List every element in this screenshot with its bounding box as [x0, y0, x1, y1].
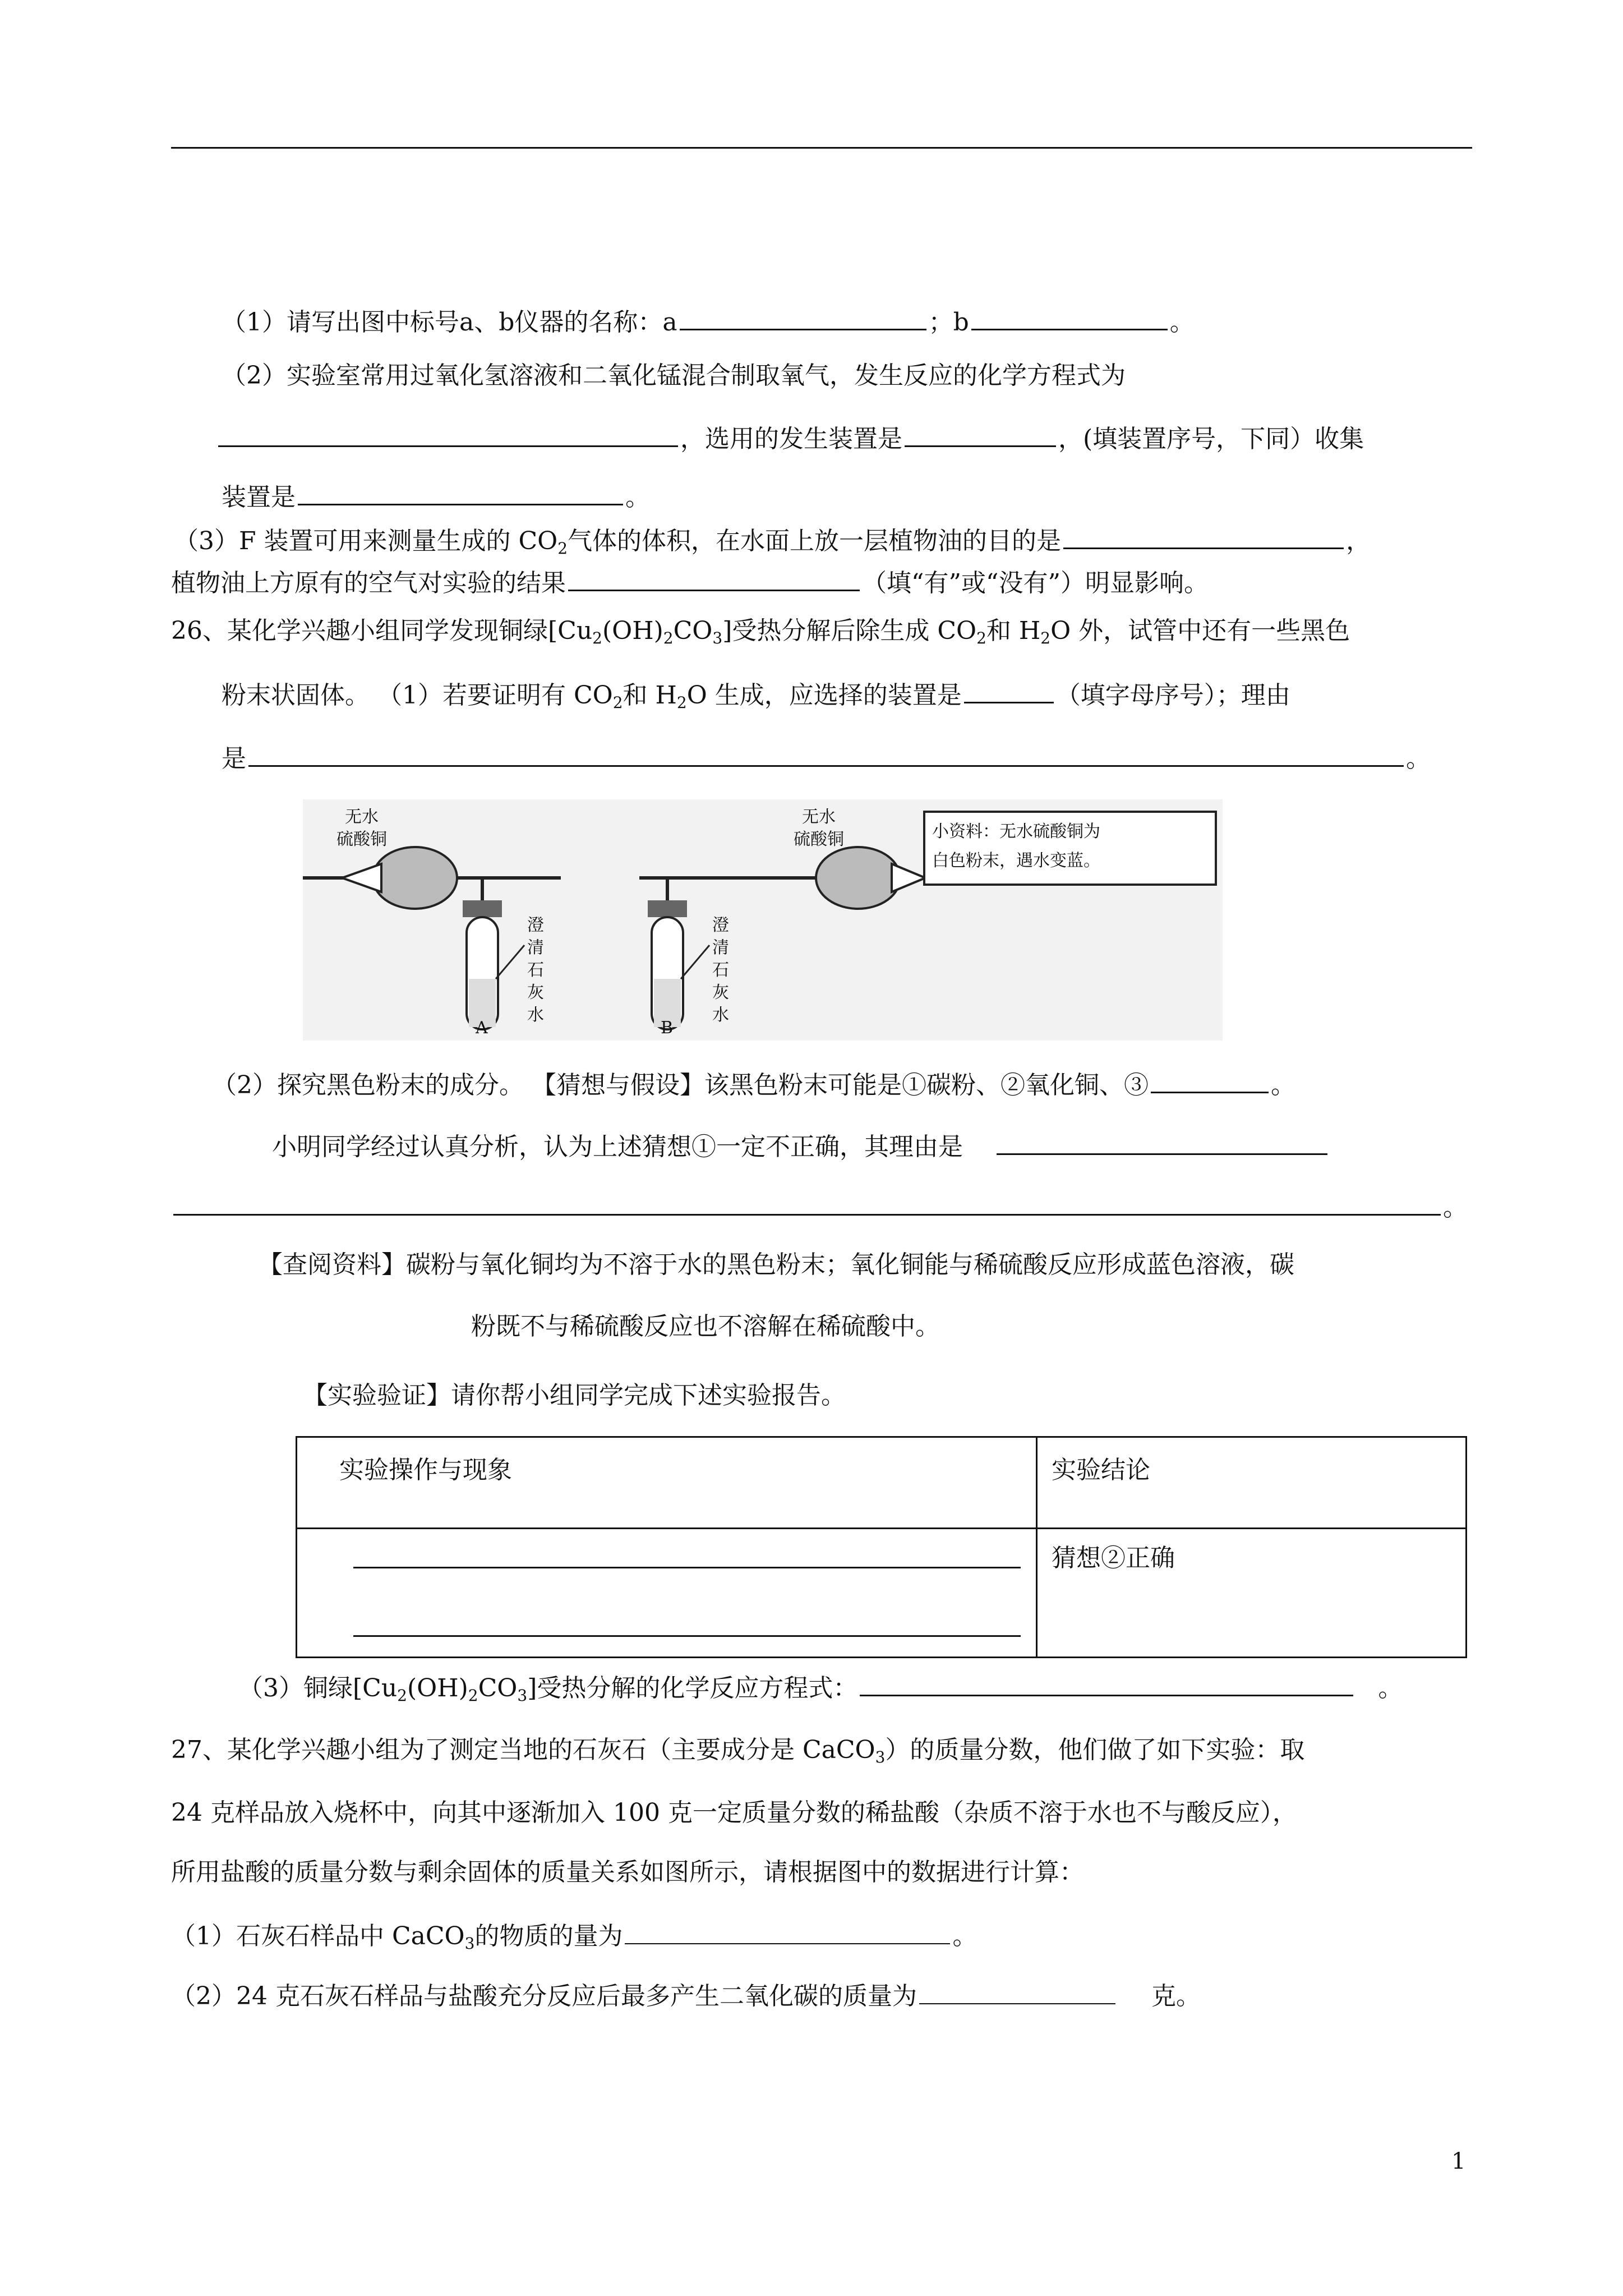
drying-bulb-right	[816, 847, 900, 909]
limewater-a-char4: 灰	[527, 983, 544, 1002]
limewater-a-char1: 澄	[527, 915, 544, 935]
reasoning-blank-2[interactable]	[173, 1188, 1441, 1216]
reference-line2: 粉既不与稀硫酸反应也不溶解在稀硫酸中。	[471, 1312, 940, 1341]
reasoning-blank-1[interactable]	[997, 1128, 1327, 1155]
note-line1: 小资料：无水硫酸铜为	[932, 822, 1100, 841]
q25-part2-line2: ，选用的发生装置是 ，(填装置序号，下同）收集	[216, 420, 1364, 456]
q26-part2-reasoning-line2: 。	[171, 1188, 1468, 1225]
hypothesis-blank[interactable]	[1151, 1066, 1269, 1093]
operation-blank-2[interactable]	[353, 1635, 1021, 1637]
limewater-a-char5: 水	[527, 1005, 544, 1025]
limewater-b-char2: 清	[712, 938, 729, 958]
co2-mass-blank[interactable]	[919, 1977, 1115, 2004]
mole-blank[interactable]	[625, 1917, 950, 1944]
verify-heading: 【实验验证】请你帮小组同学完成下述实验报告。	[303, 1381, 846, 1410]
note-text	[932, 817, 1100, 876]
q27-line1: 27、某化学兴趣小组为了测定当地的石灰石（主要成分是 CaCO$_3$）的质量分数，他们做了如下实验：取	[171, 1736, 1305, 1766]
limewater-label-a	[527, 914, 544, 1027]
limewater-label-b	[712, 914, 729, 1027]
answer-blank-a[interactable]	[680, 303, 926, 330]
oil-purpose-blank[interactable]	[1063, 522, 1344, 549]
limewater-a-char3: 石	[527, 960, 544, 980]
stopper-a	[463, 900, 502, 917]
tube-label-b: B	[661, 1018, 674, 1038]
limewater-b-char3: 石	[712, 960, 729, 980]
limewater-b-char5: 水	[712, 1005, 729, 1025]
limewater-b-char1: 澄	[712, 915, 729, 935]
q26-part1-reason: 是 。	[222, 739, 1431, 776]
q27-line3: 所用盐酸的质量分数与剩余固体的质量关系如图所示，请根据图中的数据进行计算：	[171, 1858, 1084, 1887]
decomposition-equation-blank[interactable]	[860, 1669, 1353, 1696]
table-header-operation: 实验操作与现象	[339, 1456, 512, 1484]
tube-label-a: A	[476, 1018, 488, 1038]
q25-part2-line3: 装置是 。	[222, 478, 650, 514]
limewater-b-char4: 灰	[712, 983, 729, 1002]
table-row-divider	[297, 1527, 1465, 1529]
q25-part3-line2: 植物油上方原有的空气对实验的结果 （填“有”或“没有”）明显影响。	[171, 564, 1209, 600]
q25-part1: （1）请写出图中标号a、b仪器的名称：a ；b 。	[222, 303, 1195, 339]
apparatus-diagram	[303, 799, 1223, 1041]
label-right-line2: 硫酸铜	[794, 830, 844, 849]
air-effect-blank[interactable]	[568, 564, 860, 591]
q27-line2: 24 克样品放入烧杯中，向其中逐渐加入 100 克一定质量分数的稀盐酸（杂质不溶于水也不与酸反应），	[171, 1798, 1297, 1827]
limewater-a-char2: 清	[527, 938, 544, 958]
collector-blank[interactable]	[298, 478, 623, 505]
page-number: 1	[1451, 2148, 1466, 2174]
q26-part2-hypothesis: （2）探究黑色粉末的成分。 【猜想与假设】该黑色粉末可能是①碳粉、②氧化铜、③ 。	[212, 1066, 1295, 1102]
q26-part2-reasoning: 小明同学经过认真分析，认为上述猜想①一定不正确，其理由是	[272, 1128, 1330, 1164]
pointer-b	[681, 945, 709, 979]
pointer-a	[496, 945, 524, 979]
q26-intro: 26、某化学兴趣小组同学发现铜绿$[Cu_2(OH)_2CO_3]$受热分解后除生成 $CO_2$和 $H_2O$ 外，试管中还有一些黑色	[171, 616, 1350, 647]
q25-part3-line1: （3）F 装置可用来测量生成的 $CO_2$气体的体积，在水面上放一层植物油的目的是 ，	[174, 522, 1371, 558]
report-table	[296, 1436, 1467, 1658]
generator-blank[interactable]	[905, 420, 1056, 447]
label-left-anhydrous	[336, 806, 387, 851]
q25-part2-line1: （2）实验室常用过氧化氢溶液和二氧化锰混合制取氧气，发生反应的化学方程式为	[222, 361, 1126, 390]
drying-bulb-left	[373, 847, 457, 909]
q26-part1: 粉末状固体。 （1）若要证明有 $CO_2$和 $H_2O$ 生成，应选择的装置是 （填字母序号）；理由	[222, 676, 1290, 712]
label-left-line1: 无水	[345, 807, 379, 827]
q26-part3: （3）铜绿$[Cu_2(OH)_2CO_3]$受热分解的化学反应方程式： 。	[238, 1669, 1403, 1705]
label-right-anhydrous	[794, 806, 844, 851]
label-left-line2: 硫酸铜	[336, 830, 387, 849]
note-line2: 白色粉末，遇水变蓝。	[932, 851, 1100, 871]
bulb-neck-right	[892, 864, 925, 892]
header-rule	[171, 147, 1472, 149]
table-col-divider	[1036, 1438, 1038, 1657]
reference-line1: 【查阅资料】碳粉与氧化铜均为不溶于水的黑色粉末；氧化铜能与稀硫酸反应形成蓝色溶液，碳	[258, 1250, 1294, 1279]
bulb-neck-left	[342, 864, 381, 892]
table-header-conclusion: 实验结论	[1052, 1456, 1150, 1484]
apparatus-blank[interactable]	[964, 676, 1054, 703]
label-right-line1: 无水	[802, 807, 836, 827]
reason-blank[interactable]	[248, 739, 1404, 767]
stopper-b	[648, 900, 687, 917]
equation-blank[interactable]	[218, 420, 678, 447]
q27-question2: （2）24 克石灰石样品与盐酸充分反应后最多产生二氧化碳的质量为 克。	[171, 1977, 1201, 2013]
answer-blank-b[interactable]	[971, 303, 1168, 330]
operation-blank-1[interactable]	[353, 1567, 1021, 1568]
q27-question1: （1）石灰石样品中 CaCO$_3$的物质的量为 。	[171, 1917, 977, 1953]
table-conclusion-value: 猜想②正确	[1052, 1544, 1175, 1572]
